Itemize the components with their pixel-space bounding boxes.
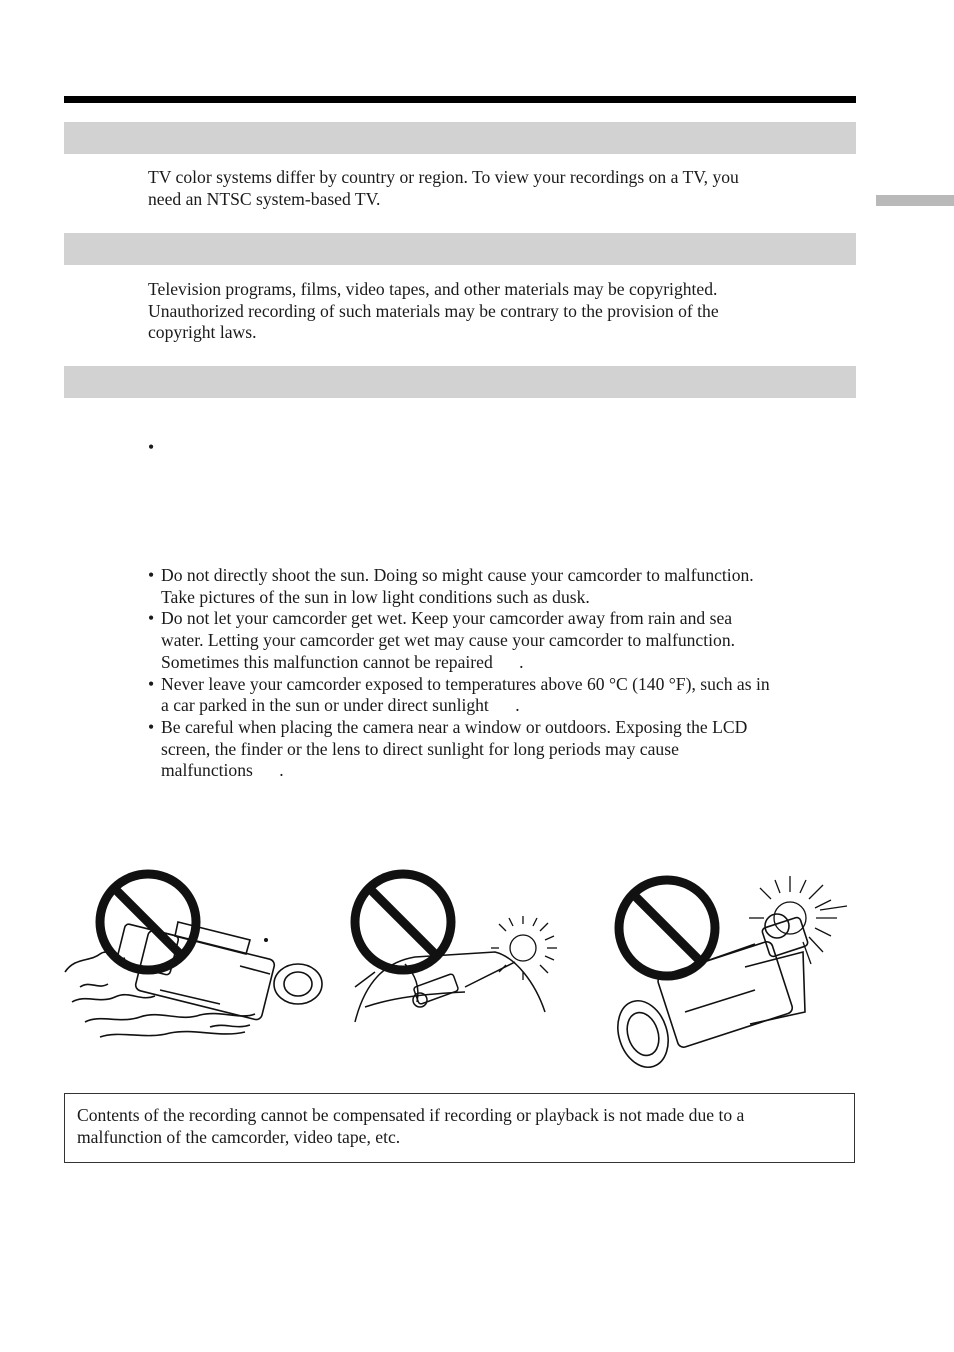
notice-line: malfunction of the camcorder, video tape, etc. [77,1127,401,1147]
bullet-glyph: • [148,608,155,629]
camcorder-facing-sun-prohibited-icon [605,862,860,1080]
list-item-line: Sometimes this malfunction cannot be repaired . [161,651,524,672]
paragraph-line: Unauthorized recording of such materials may be contrary to the provision of the [148,300,719,321]
list-item [148,608,858,673]
list-item-line: water. Letting your camcorder get wet may cause your camcorder to malfunction. [161,630,736,651]
list-item [148,565,858,608]
precaution-list [148,565,858,782]
notice-line: Contents of the recording cannot be compensated if recording or playback is not made due to a [77,1105,745,1125]
list-item [148,717,858,782]
top-rule [64,96,856,103]
bullet-glyph: • [148,673,155,694]
list-item-line: malfunctions . [161,760,284,781]
bullet-glyph: • [148,565,155,585]
section-header-band-2 [64,233,856,265]
list-item-line: Do not directly shoot the sun. Doing so might cause your camcorder to malfunction. [161,565,754,585]
section-header-band-3 [64,366,856,398]
lone-bullet: • [148,437,155,457]
section-header-band-1 [64,122,856,154]
camcorder-in-car-sun-prohibited-icon [345,862,580,1042]
paragraph-line: Television programs, films, video tapes, and other materials may be copyrighted. [148,279,718,299]
section-2-paragraph [148,279,838,344]
side-tab-marker [876,195,954,206]
section-1-paragraph [148,167,838,210]
list-item-line: a car parked in the sun or under direct sunlight . [161,695,520,716]
paragraph-line: need an NTSC system-based TV. [148,188,381,209]
paragraph-line: copyright laws. [148,322,257,343]
list-item [148,674,858,717]
bullet-glyph: • [148,716,155,737]
notice-box [64,1093,855,1163]
list-item-line: Never leave your camcorder exposed to temperatures above 60 °C (140 °F), such as in [161,673,770,694]
paragraph-line: TV color systems differ by country or region. To view your recordings on a TV, you [148,167,739,187]
list-item-line: Do not let your camcorder get wet. Keep your camcorder away from rain and sea [161,608,733,629]
camcorder-in-water-prohibited-icon [60,862,330,1052]
list-item-line: Be careful when placing the camera near a window or outdoors. Exposing the LCD [161,716,748,737]
list-item-line: screen, the finder or the lens to direct sunlight for long periods may cause [161,738,679,759]
list-item-line: Take pictures of the sun in low light conditions such as dusk. [161,586,590,607]
